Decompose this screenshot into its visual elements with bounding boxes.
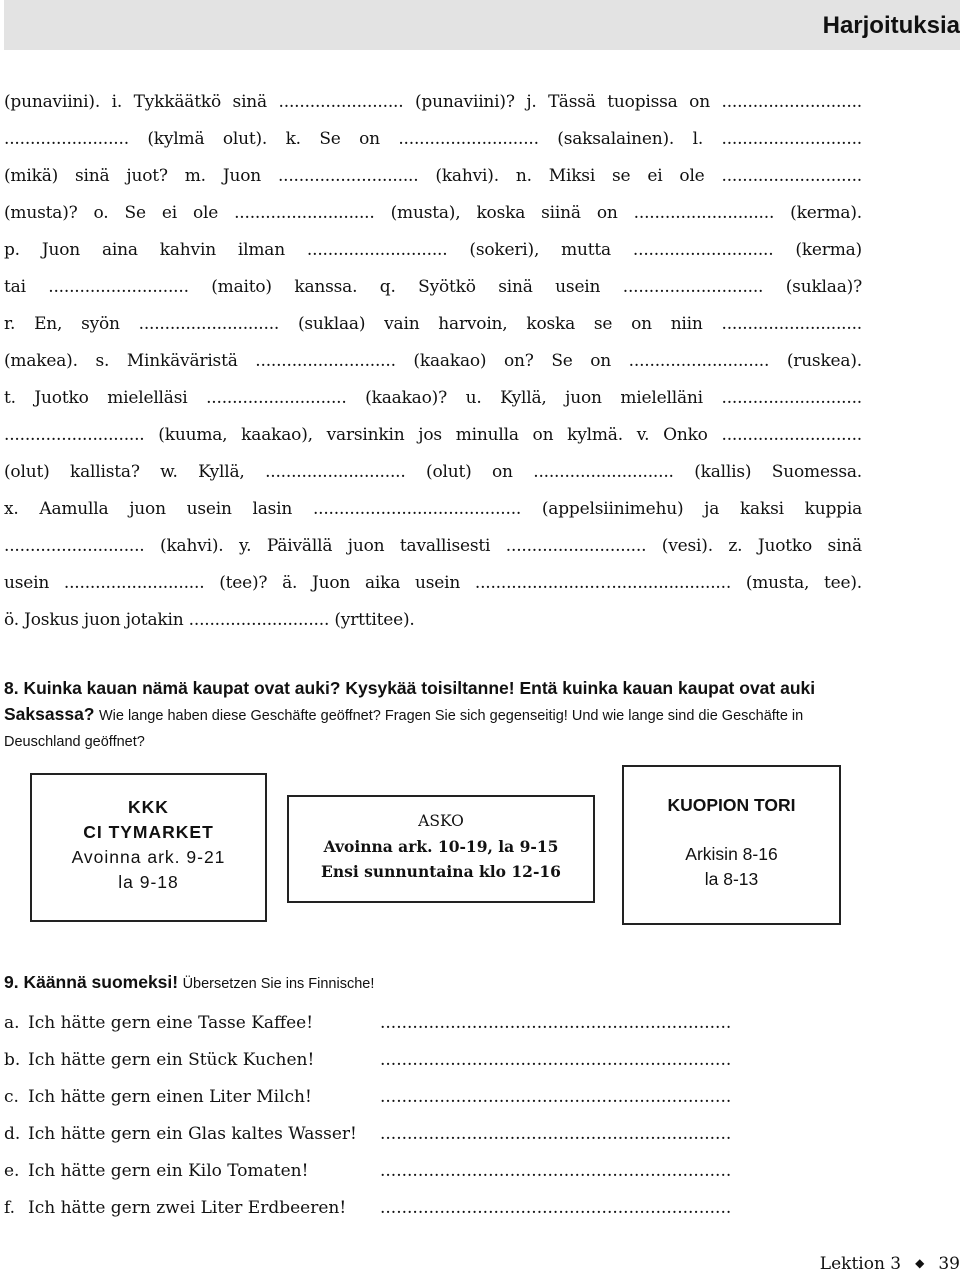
store-sign-kuopion-tori — [622, 765, 841, 925]
item-letter: b. — [4, 1050, 21, 1070]
item-sentence: Ich hätte gern zwei Liter Erdbeeren! — [28, 1198, 347, 1218]
exercise-line: (musta)? o. Se ei ole ........................... (musta), koska siinä on ........................... (kerma). — [4, 203, 862, 223]
item-sentence: Ich hätte gern ein Kilo Tomaten! — [28, 1161, 309, 1181]
list-item — [4, 1153, 864, 1190]
exercise-line: (mikä) sinä juot? m. Juon ........................... (kahvi). n. Miksi se ei ole ........................... — [4, 166, 862, 186]
list-item — [4, 1079, 864, 1116]
page-title: Harjoituksia — [822, 12, 960, 39]
answer-blank: ................................................................. — [380, 1013, 732, 1033]
store-sign-asko — [287, 795, 595, 903]
task-8-instructions — [4, 676, 864, 755]
item-sentence: Ich hätte gern eine Tasse Kaffee! — [28, 1013, 314, 1033]
diamond-icon: ◆ — [915, 1256, 925, 1270]
item-letter: e. — [4, 1161, 20, 1181]
item-letter: a. — [4, 1013, 20, 1033]
exercise-line: x. Aamulla juon usein lasin ........................................ (appelsiinimehu) ja kaksi kuppia — [4, 499, 862, 519]
store-hours: Avoinna ark. 10-19, la 9-15 — [323, 837, 559, 856]
page-number: 39 — [938, 1254, 960, 1274]
exercise-line: ö. Joskus juon jotakin ........................... (yrttitee). — [4, 610, 415, 630]
exercise-line: ........................... (kuuma, kaakao), varsinkin jos minulla on kylmä. v. Onko ........................... — [4, 425, 862, 445]
list-item — [4, 1042, 864, 1079]
task-9-instructions — [4, 972, 374, 993]
store-hours-saturday: la 9-18 — [118, 872, 179, 892]
exercise-line: usein ........................... (tee)? ä. Juon aika usein .......................…....................... (musta, tee). — [4, 573, 862, 593]
item-sentence: Ich hätte gern ein Stück Kuchen! — [28, 1050, 315, 1070]
page-footer — [820, 1254, 960, 1274]
store-sign-kkk — [30, 773, 267, 922]
task-9-heading: 9. Käännä suomeksi! — [4, 972, 179, 992]
list-item — [4, 1005, 864, 1042]
store-hours: Avoinna ark. 9-21 — [71, 847, 226, 867]
store-hours-saturday: la 8-13 — [704, 869, 759, 889]
task-8-heading: 8. Kuinka kauan nämä kaupat ovat auki? Kysykää toisiltanne! Entä kuinka kauan kaupat ovat auki Saksassa? — [4, 678, 816, 724]
item-letter: d. — [4, 1124, 21, 1144]
exercise-line: p. Juon aina kahvin ilman ........................... (sokeri), mutta ........................... (kerma) — [4, 240, 862, 260]
exercise-line: r. En, syön ........................... (suklaa) vain harvoin, koska se on niin ........................... — [4, 314, 862, 334]
answer-blank: ................................................................. — [380, 1198, 732, 1218]
exercise-text — [4, 84, 862, 639]
item-letter: c. — [4, 1087, 19, 1107]
item-letter: f. — [4, 1198, 16, 1218]
answer-blank: ................................................................. — [380, 1124, 732, 1144]
store-name: KUOPION TORI — [667, 795, 796, 815]
exercise-line: t. Juotko mielelläsi ........................... (kaakao)? u. Kyllä, juon mielelläni ........................... — [4, 388, 862, 408]
item-sentence: Ich hätte gern einen Liter Milch! — [28, 1087, 312, 1107]
exercise-line: tai ........................... (maito) kanssa. q. Syötkö sinä usein ........................... (suklaa)? — [4, 277, 862, 297]
answer-blank: ................................................................. — [380, 1161, 732, 1181]
task-9-translation: Übersetzen Sie ins Finnische! — [182, 976, 375, 992]
translation-list — [4, 1005, 864, 1227]
store-name-line2: CI TYMARKET — [83, 822, 214, 842]
item-sentence: Ich hätte gern ein Glas kaltes Wasser! — [28, 1124, 357, 1144]
answer-blank: ................................................................. — [380, 1087, 732, 1107]
list-item — [4, 1190, 864, 1227]
answer-blank: ................................................................. — [380, 1050, 732, 1070]
exercise-line: ........................ (kylmä olut). k. Se on ........................... (saksalainen). l. ........................... — [4, 129, 862, 149]
exercise-line: (olut) kallista? w. Kyllä, ........................... (olut) on ........................... (kallis) Suomessa. — [4, 462, 862, 482]
exercise-line: (makea). s. Minkäväristä ........................... (kaakao) on? Se on ........................... (ruskea). — [4, 351, 862, 371]
exercise-line: ........................... (kahvi). y. Päivällä juon tavallisesti ........................... (vesi). z. Juotko sinä — [4, 536, 862, 556]
store-hours: Arkisin 8-16 — [685, 844, 778, 864]
store-name: ASKO — [418, 812, 464, 830]
lesson-label: Lektion 3 — [819, 1254, 902, 1274]
store-name: KKK — [128, 797, 169, 817]
exercise-line: (punaviini). i. Tykkäätkö sinä ........................ (punaviini)? j. Tässä tuopissa on ........................... — [4, 92, 862, 112]
store-hours-sunday: Ensi sunnuntaina klo 12-16 — [321, 862, 561, 881]
task-8-translation: Wie lange haben diese Geschäfte geöffnet? Fragen Sie sich gegenseitig! Und wie lange sind die Geschäfte in Deuschland geöffnet? — [4, 708, 804, 750]
header-bar — [4, 0, 960, 50]
list-item — [4, 1116, 864, 1153]
